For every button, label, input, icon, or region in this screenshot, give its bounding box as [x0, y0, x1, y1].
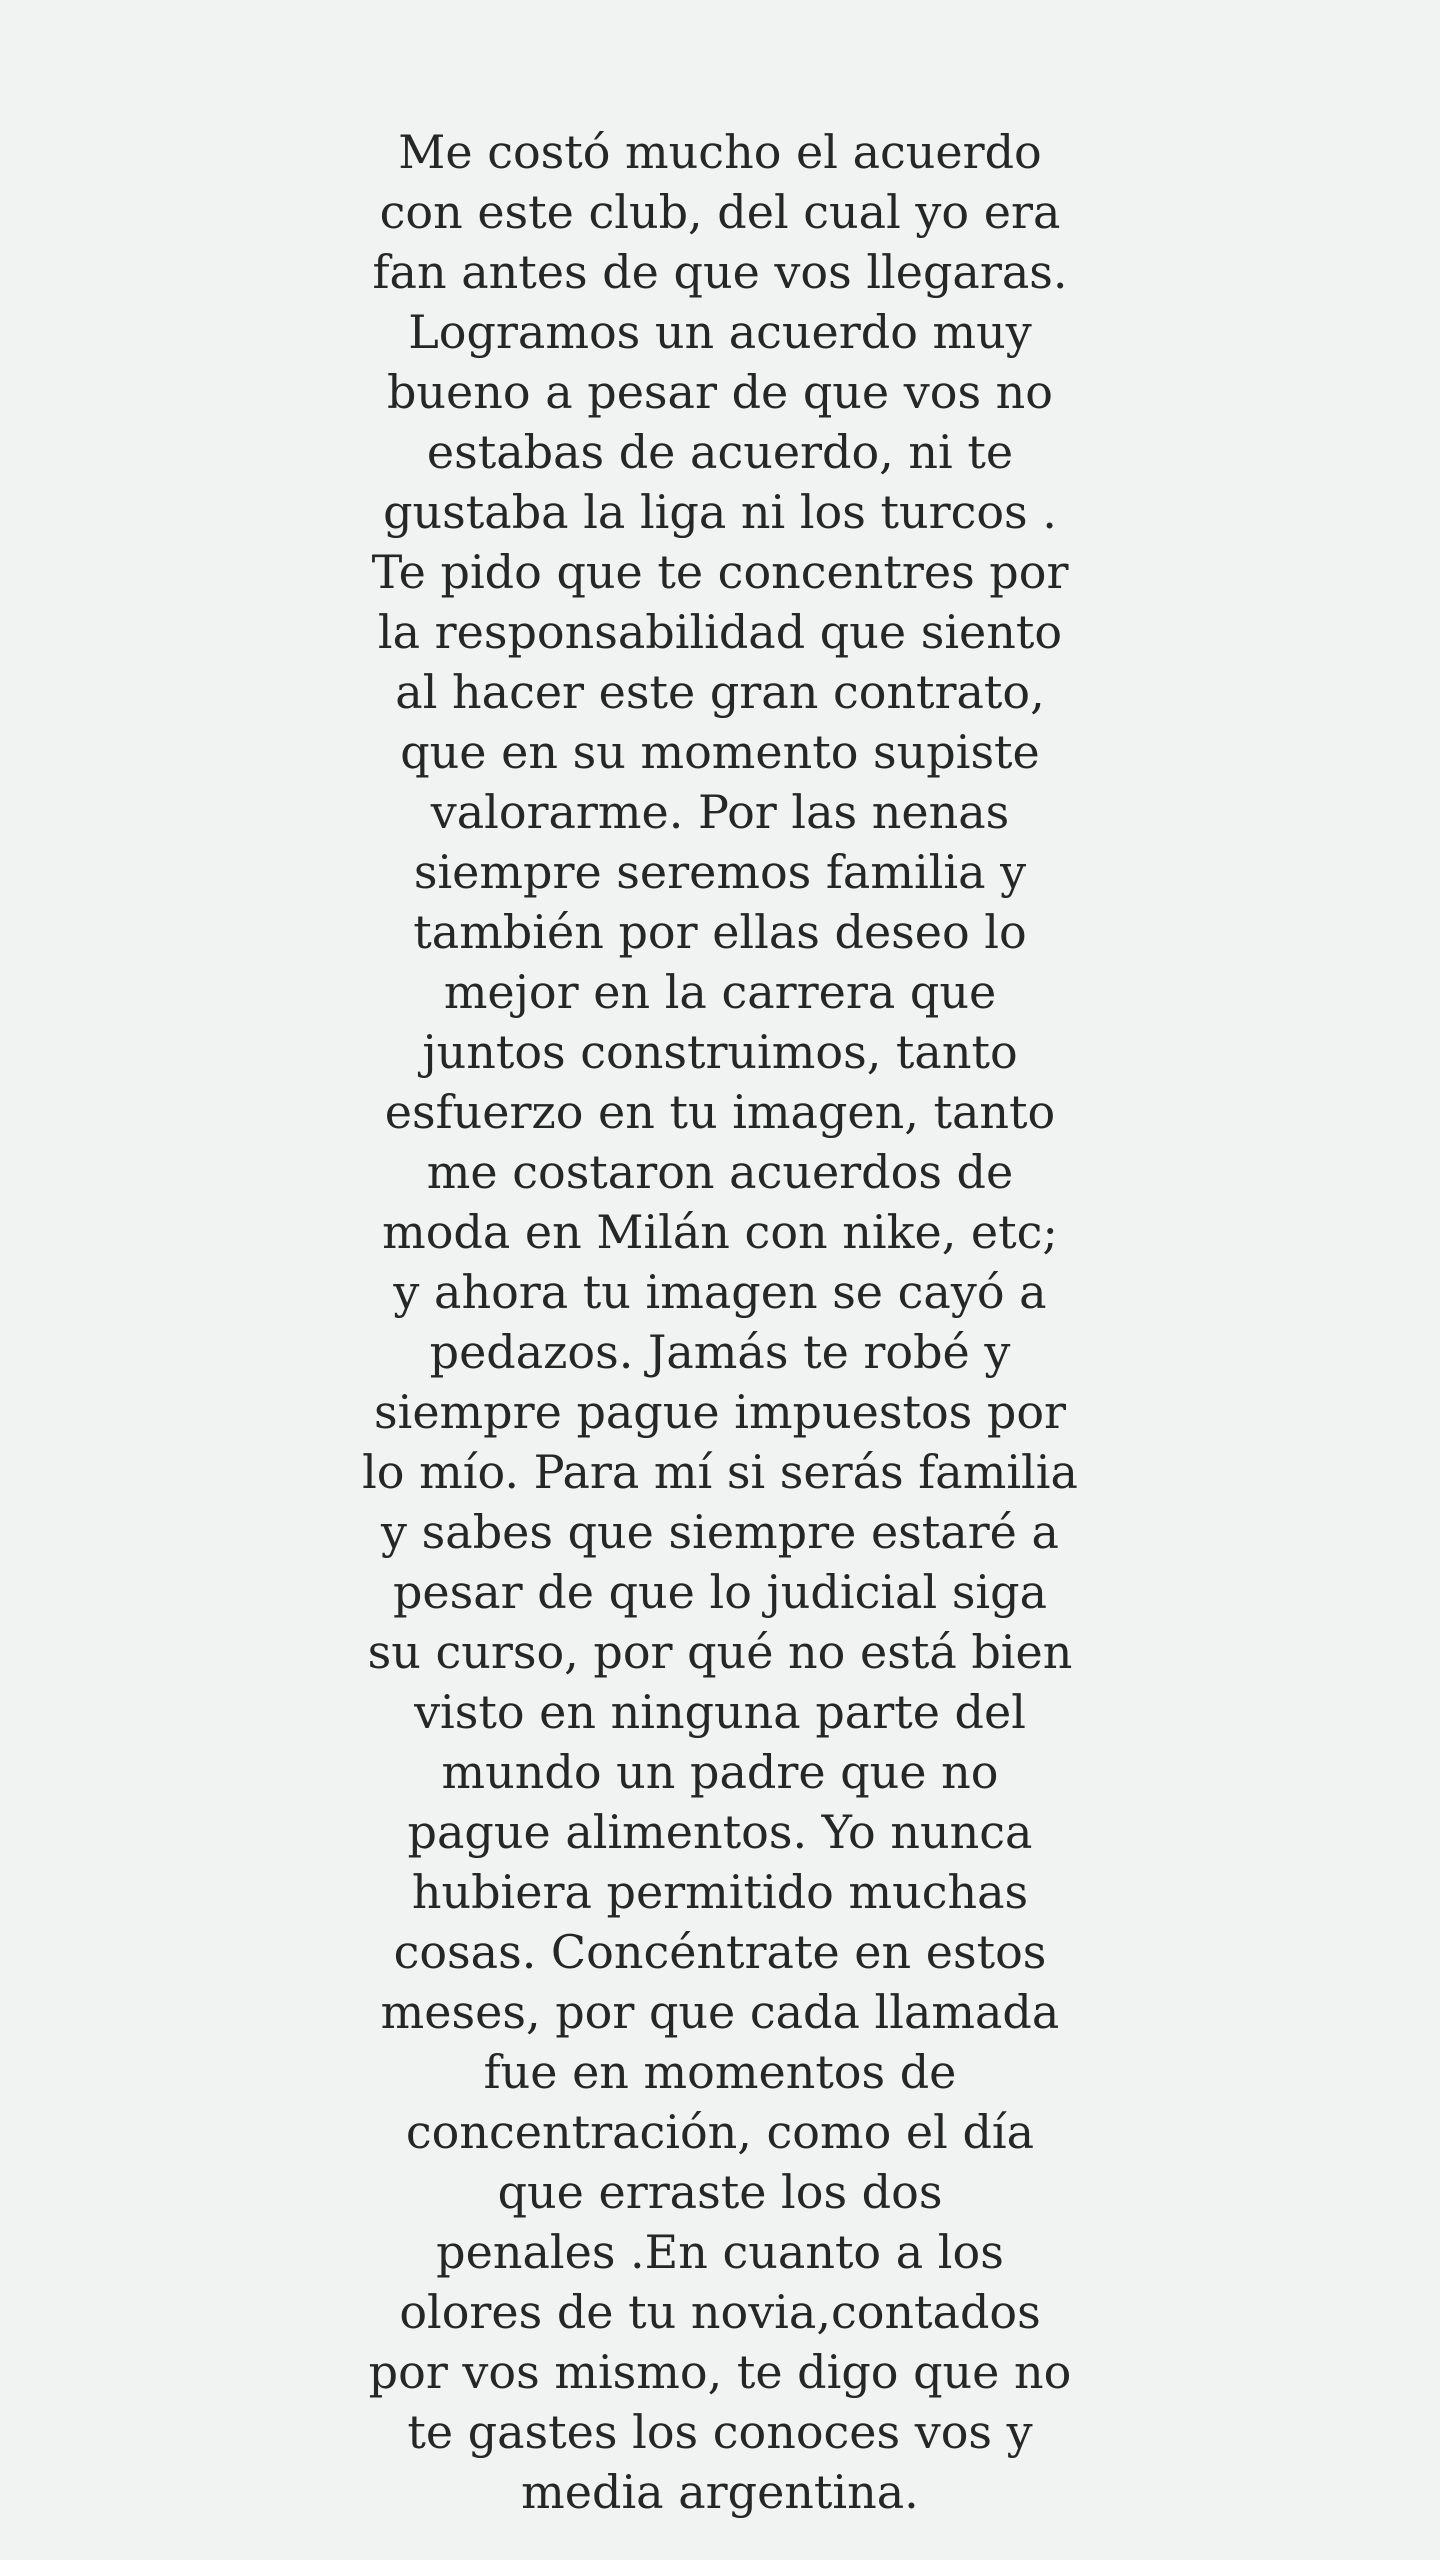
text-line: concentración, como el día — [405, 2105, 1035, 2159]
text-line: juntos construimos, tanto — [422, 1025, 1018, 1079]
text-line: Logramos un acuerdo muy — [408, 305, 1032, 359]
text-line: visto en ninguna parte del — [414, 1685, 1026, 1739]
text-line: olores de tu novia,contados — [399, 2285, 1041, 2339]
text-line: con este club, del cual yo era — [379, 185, 1061, 239]
text-line: pedazos. Jamás te robé y — [429, 1325, 1011, 1379]
text-line: también por ellas deseo lo — [413, 905, 1027, 959]
text-line: por vos mismo, te digo que no — [368, 2345, 1072, 2399]
text-line: que erraste los dos — [497, 2165, 943, 2219]
text-line: fan antes de que vos llegaras. — [372, 245, 1068, 299]
text-line: lo mío. Para mí si serás familia — [362, 1445, 1078, 1499]
text-line: Te pido que te concentres por — [371, 545, 1069, 599]
text-line: moda en Milán con nike, etc; — [382, 1205, 1058, 1259]
text-line: y sabes que siempre estaré a — [381, 1505, 1059, 1559]
text-line: bueno a pesar de que vos no — [386, 365, 1054, 419]
text-line: al hacer este gran contrato, — [395, 665, 1045, 719]
text-line: meses, por que cada llamada — [380, 1985, 1060, 2039]
text-line: valorarme. Por las nenas — [430, 785, 1010, 839]
text-line: penales .En cuanto a los — [436, 2225, 1004, 2279]
text-line: media argentina. — [521, 2465, 919, 2519]
text-line: y ahora tu imagen se cayó a — [393, 1265, 1047, 1319]
text-line: que en su momento supiste — [400, 725, 1040, 779]
text-line: la responsabilidad que siento — [377, 605, 1063, 659]
text-line: Me costó mucho el acuerdo — [398, 125, 1042, 179]
text-line: siempre pague impuestos por — [374, 1385, 1066, 1439]
text-line: siempre seremos familia y — [413, 845, 1027, 899]
text-line: pague alimentos. Yo nunca — [407, 1805, 1033, 1859]
text-line: me costaron acuerdos de — [426, 1145, 1014, 1199]
text-line: gustaba la liga ni los turcos . — [383, 485, 1057, 539]
text-line: fue en momentos de — [483, 2045, 957, 2099]
text-line: su curso, por qué no está bien — [367, 1625, 1073, 1679]
text-line: pesar de que lo judicial siga — [392, 1565, 1048, 1619]
text-line: cosas. Concéntrate en estos — [393, 1925, 1047, 1979]
story-text — [0, 122, 1440, 2522]
text-line: mejor en la carrera que — [443, 965, 997, 1019]
text-line: estabas de acuerdo, ni te — [426, 425, 1014, 479]
text-line: te gastes los conoces vos y — [407, 2405, 1033, 2459]
text-line: esfuerzo en tu imagen, tanto — [384, 1085, 1056, 1139]
text-line: mundo un padre que no — [441, 1745, 999, 1799]
text-line: hubiera permitido muchas — [411, 1865, 1029, 1919]
